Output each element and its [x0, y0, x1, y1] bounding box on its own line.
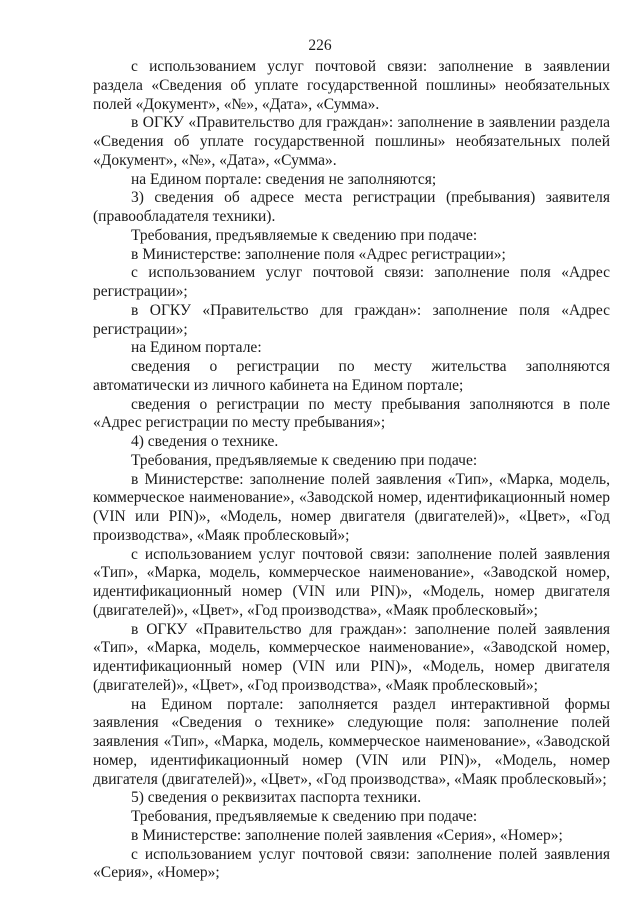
paragraph-item-4-equipment: 4) сведения о технике. — [131, 433, 279, 450]
paragraph-ministry-equipment: в Министерстве: заполнение полей заявления «Тип», «Марка, модель, коммерческое наименование», «Заводской номер, идентификационный номер (VIN или PIN)», «Модель, номер двигателя (двигателей)», «Цвет», «Год производства», «Маяк проблесковый»; — [93, 470, 610, 544]
paragraph-requirements-heading: Требования, предъявляемые к сведению при подаче: — [131, 226, 478, 244]
page-number: 226 — [308, 37, 332, 54]
paragraph-ogku-fee-fields: в ОГКУ «Правительство для граждан»: заполнение в заявлении раздела «Сведения об уплате государственной пошлины» необязательных полей «Документ», «№», «Дата», «Сумма». — [93, 114, 610, 169]
paragraph-ministry-passport: в Министерстве: заполнение полей заявления «Серия», «Номер»; — [131, 826, 563, 844]
paragraph-requirements-heading: Требования, предъявляемые к сведению при подаче: — [131, 451, 478, 469]
paragraph-portal-fee-fields: на Едином портале: сведения не заполняются; — [131, 170, 437, 188]
paragraph-ogku-address: в ОГКУ «Правительство для граждан»: заполнение поля «Адрес регистрации»; — [93, 301, 610, 338]
paragraph-postal-equipment: с использованием услуг почтовой связи: заполнение полей заявления «Тип», «Марка, модель, коммерческое наименование», «Заводской номер, идентификационный номер (VIN или PIN)», «Модель, номер двигателя (двигателей)», «Цвет», «Год производства», «Маяк проблесковый»; — [93, 545, 610, 619]
paragraph-item-3-address: 3) сведения об адресе места регистрации (пребывания) заявителя (правообладателя техники). — [93, 189, 610, 225]
paragraph-postal-fee-fields: с использованием услуг почтовой связи: заполнение в заявлении раздела «Сведения об уплате государственной пошлины» необязательных полей «Документ», «№», «Дата», «Сумма». — [93, 58, 610, 113]
paragraph-portal-stay: сведения о регистрации по месту пребывания заполняются в поле «Адрес регистрации по месту пребывания»; — [93, 395, 610, 432]
paragraph-portal-equipment: на Едином портале: заполняется раздел интерактивной формы заявления «Сведения о технике» следующие поля: заполнение полей заявления «Тип», «Марка, модель, коммерческое наименование», «Заводской номер, идентификационный номер (VIN или PIN)», «Модель, номер двигателя (двигателей)», «Цвет», «Год производства», «Маяк проблесковый»; — [93, 695, 610, 788]
paragraph-postal-address: с использованием услуг почтовой связи: заполнение поля «Адрес регистрации»; — [93, 264, 610, 300]
paragraph-requirements-heading: Требования, предъявляемые к сведению при подаче: — [131, 808, 478, 825]
paragraph-ministry-address: в Министерстве: заполнение поля «Адрес регистрации»; — [131, 245, 506, 263]
paragraph-postal-passport: с использованием услуг почтовой связи: заполнение полей заявления «Серия», «Номер»; — [93, 845, 610, 882]
paragraph-portal-residence: сведения о регистрации по месту жительства заполняются автоматически из личного кабинета на Едином портале; — [93, 358, 610, 394]
paragraph-ogku-equipment: в ОГКУ «Правительство для граждан»: заполнение полей заявления «Тип», «Марка, модель, коммерческое наименование», «Заводской номер, идентификационный номер (VIN или PIN)», «Модель, номер двигателя (двигателей)», «Цвет», «Год производства», «Маяк проблесковый»; — [93, 620, 610, 694]
paragraph-portal-heading: на Едином портале: — [131, 339, 262, 357]
paragraph-item-5-passport: 5) сведения о реквизитах паспорта техники. — [131, 789, 422, 807]
document-body — [93, 58, 610, 883]
